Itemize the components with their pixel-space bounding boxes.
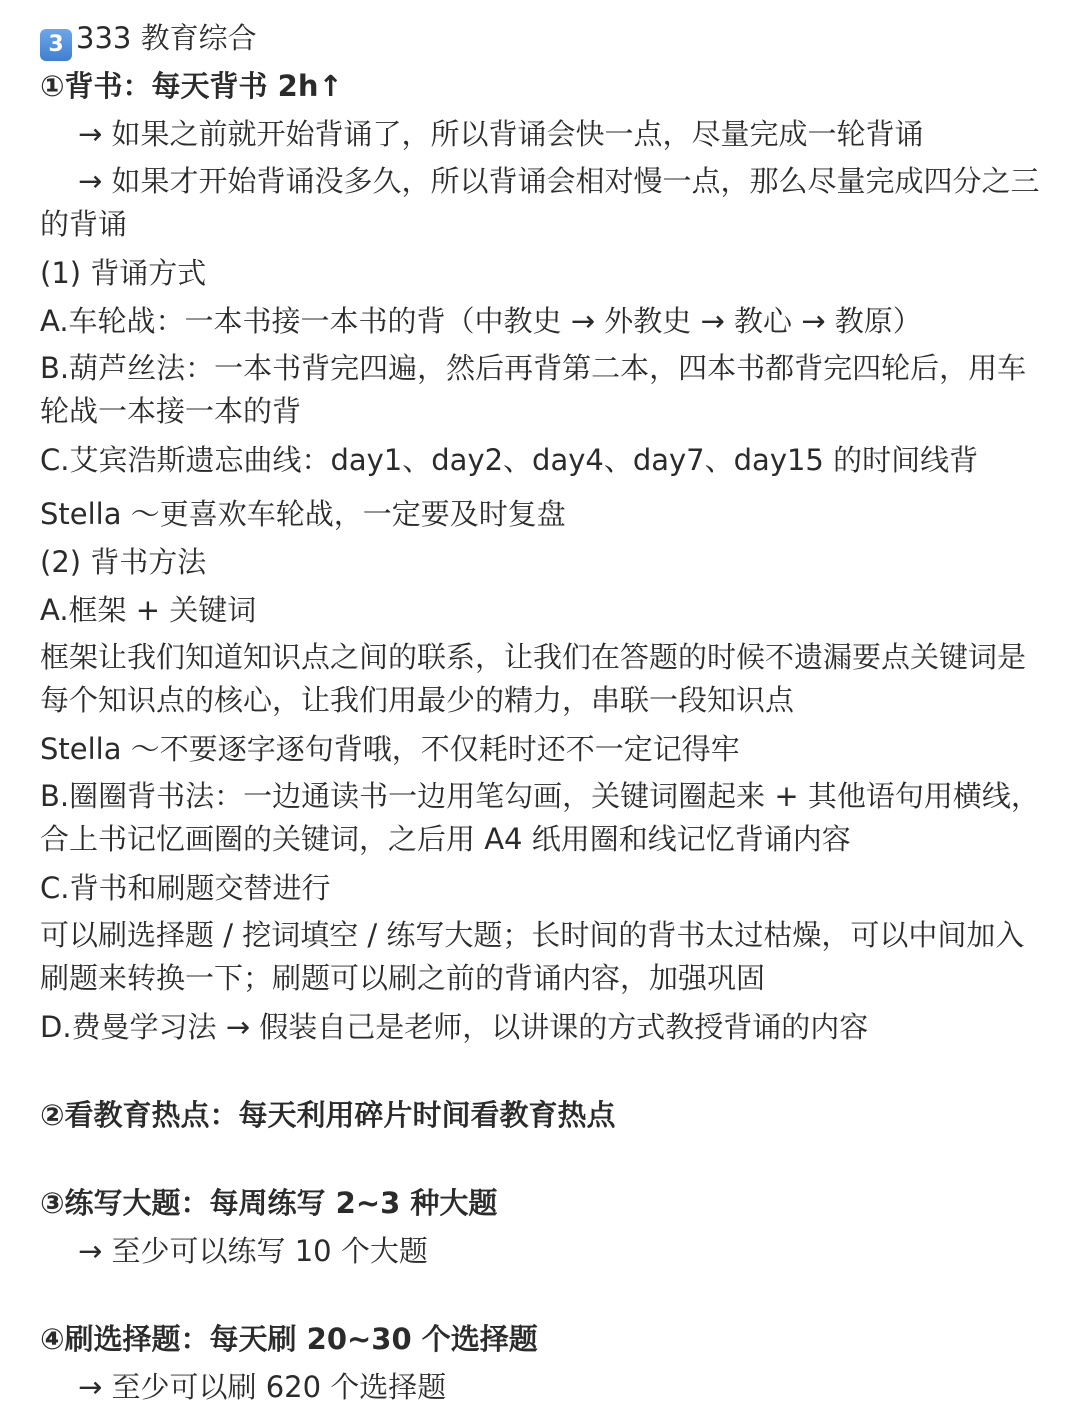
technique-d: D.费曼学习法 → 假装自己是老师，以讲课的方式教授背诵的内容 (40, 1010, 869, 1044)
multiple-choice-note: → 至少可以刷 620 个选择题 (78, 1370, 447, 1404)
arrow-note-1: → 如果之前就开始背诵了，所以背诵会快一点，尽量完成一轮背诵 (78, 117, 924, 151)
heading-memorize: ①背书：每天背书 2h↑ (40, 69, 343, 103)
section-title-text: 333 教育综合 (76, 21, 257, 55)
subheading-techniques: (2) 背书方法 (40, 545, 207, 579)
keycap-number-icon: 3 (40, 29, 72, 61)
spacer (40, 1139, 1056, 1179)
heading-hot-topics: ②看教育热点：每天利用碎片时间看教育热点 (40, 1098, 616, 1132)
essay-practice-note: → 至少可以练写 10 个大题 (78, 1234, 428, 1268)
heading-multiple-choice: ④刷选择题：每天刷 20~30 个选择题 (40, 1322, 538, 1356)
technique-c-desc: 可以刷选择题 / 挖词填空 / 练写大题；长时间的背书太过枯燥，可以中间加入刷题来转换一下；刷题可以刷之前的背诵内容，加强巩固 (40, 918, 1025, 995)
technique-a-desc: 框架让我们知道知识点之间的联系，让我们在答题的时候不遗漏要点关键词是每个知识点的核心，让我们用最少的精力，串联一段知识点 (40, 640, 1027, 717)
technique-a: A.框架 + 关键词 (40, 593, 257, 627)
spacer (40, 1051, 1056, 1091)
heading-essay-practice: ③练写大题：每周练写 2~3 种大题 (40, 1186, 498, 1220)
section-title (40, 14, 1056, 62)
method-a: A.车轮战：一本书接一本书的背（中教史 → 外教史 → 教心 → 教原） (40, 304, 922, 338)
stella-note-1: Stella ～更喜欢车轮战，一定要及时复盘 (40, 497, 566, 531)
arrow-note-2: → 如果才开始背诵没多久，所以背诵会相对慢一点，那么尽量完成四分之三的背诵 (40, 164, 1040, 241)
method-c: C.艾宾浩斯遗忘曲线：day1、day2、day4、day7、day15 的时间线背 (40, 443, 979, 477)
stella-note-2: Stella ～不要逐字逐句背哦，不仅耗时还不一定记得牢 (40, 732, 740, 766)
method-b: B.葫芦丝法：一本书背完四遍，然后再背第二本，四本书都背完四轮后，用车轮战一本接一本的背 (40, 351, 1027, 428)
technique-c: C.背书和刷题交替进行 (40, 871, 331, 905)
spacer (40, 1275, 1056, 1315)
subheading-methods: (1) 背诵方式 (40, 256, 207, 290)
technique-b: B.圈圈背书法：一边通读书一边用笔勾画，关键词圈起来 + 其他语句用横线，合上书记忆画圈的关键词，之后用 A4 纸用圈和线记忆背诵内容 (40, 779, 1040, 856)
